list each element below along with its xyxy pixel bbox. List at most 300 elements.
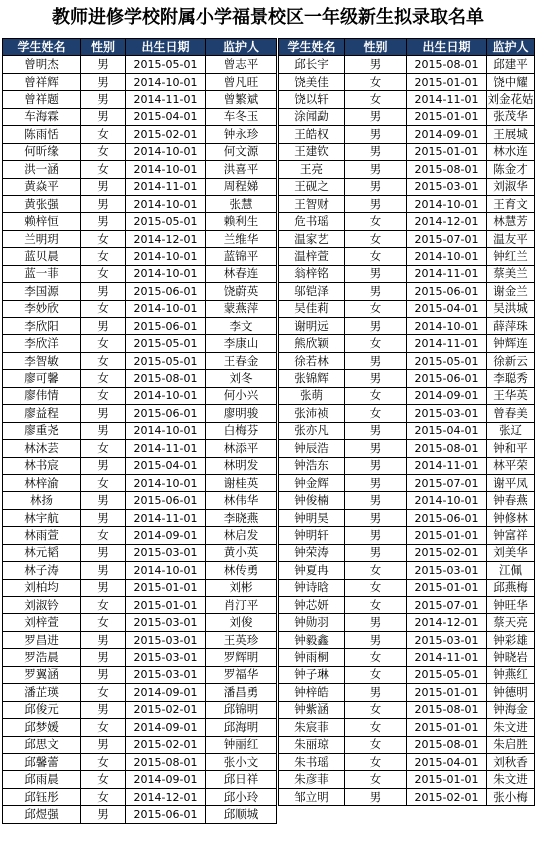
gender-cell: 女 <box>345 771 407 788</box>
gender-cell: 男 <box>345 544 407 561</box>
gender-cell: 男 <box>345 178 407 195</box>
gender-cell: 男 <box>345 474 407 491</box>
guardian-cell: 蒙燕萍 <box>206 300 277 317</box>
table-row <box>3 265 277 282</box>
student-name-cell: 王皓权 <box>279 126 345 143</box>
guardian-cell: 刘彬 <box>206 579 277 596</box>
student-name-cell: 温梓萱 <box>279 248 345 265</box>
birth-date-cell: 2014-11-01 <box>407 335 487 352</box>
table-row <box>279 701 535 718</box>
gender-cell: 男 <box>81 318 126 335</box>
gender-cell: 女 <box>81 597 126 614</box>
gender-cell: 女 <box>81 614 126 631</box>
guardian-cell: 林伟华 <box>206 492 277 509</box>
table-row <box>279 579 535 596</box>
birth-date-cell: 2015-03-01 <box>407 178 487 195</box>
student-name-cell: 钟勋羽 <box>279 614 345 631</box>
guardian-cell: 吴洪城 <box>487 300 535 317</box>
gender-cell: 女 <box>345 701 407 718</box>
birth-date-cell: 2015-06-01 <box>126 318 206 335</box>
student-name-cell: 林书宸 <box>3 457 81 474</box>
table-row <box>279 684 535 701</box>
gender-cell: 女 <box>345 597 407 614</box>
gender-cell: 女 <box>81 387 126 404</box>
guardian-cell: 林水连 <box>487 143 535 160</box>
table-row <box>279 143 535 160</box>
table-row <box>3 422 277 439</box>
guardian-cell: 何小兴 <box>206 387 277 404</box>
student-name-cell: 钟梓皓 <box>279 684 345 701</box>
gender-cell: 男 <box>345 492 407 509</box>
gender-cell: 男 <box>345 684 407 701</box>
birth-date-cell: 2015-01-01 <box>407 73 487 90</box>
table-row <box>3 562 277 579</box>
gender-cell: 男 <box>345 108 407 125</box>
guardian-cell: 赖利生 <box>206 213 277 230</box>
student-name-cell: 罗翼涵 <box>3 666 81 683</box>
guardian-cell: 钟旺华 <box>487 597 535 614</box>
gender-cell: 女 <box>345 387 407 404</box>
birth-date-cell: 2015-01-01 <box>126 579 206 596</box>
table-row <box>279 440 535 457</box>
birth-date-cell: 2015-03-01 <box>407 631 487 648</box>
gender-cell: 女 <box>345 562 407 579</box>
birth-date-cell: 2015-01-01 <box>407 108 487 125</box>
student-name-cell: 廖可馨 <box>3 370 81 387</box>
header-birth-date: 出生日期 <box>126 39 206 56</box>
guardian-cell: 邱小玲 <box>206 788 277 805</box>
guardian-cell: 黄小英 <box>206 544 277 561</box>
student-name-cell: 朱丽琼 <box>279 736 345 753</box>
guardian-cell: 邱海明 <box>206 719 277 736</box>
table-row <box>3 771 277 788</box>
gender-cell: 男 <box>81 91 126 108</box>
table-row <box>3 684 277 701</box>
birth-date-cell: 2015-03-01 <box>407 562 487 579</box>
table-row <box>279 91 535 108</box>
guardian-cell: 谢桂英 <box>206 474 277 491</box>
birth-date-cell: 2015-05-01 <box>126 56 206 73</box>
student-name-cell: 邬铠泽 <box>279 283 345 300</box>
table-row <box>3 788 277 805</box>
table-row <box>279 649 535 666</box>
student-name-cell: 钟芯妍 <box>279 597 345 614</box>
guardian-cell: 林启发 <box>206 527 277 544</box>
table-row <box>279 666 535 683</box>
guardian-cell: 白梅芬 <box>206 422 277 439</box>
birth-date-cell: 2014-11-01 <box>126 440 206 457</box>
birth-date-cell: 2014-11-01 <box>126 509 206 526</box>
birth-date-cell: 2014-11-01 <box>407 265 487 282</box>
table-row <box>3 719 277 736</box>
birth-date-cell: 2015-08-01 <box>407 736 487 753</box>
table-row <box>3 701 277 718</box>
birth-date-cell: 2015-01-01 <box>407 684 487 701</box>
guardian-cell: 刘淑华 <box>487 178 535 195</box>
birth-date-cell: 2014-12-01 <box>407 614 487 631</box>
gender-cell: 女 <box>81 753 126 770</box>
birth-date-cell: 2014-10-01 <box>407 195 487 212</box>
left-roster-table <box>2 38 277 824</box>
birth-date-cell: 2015-05-01 <box>407 352 487 369</box>
left-table-body <box>3 56 277 823</box>
table-row <box>3 806 277 823</box>
student-name-cell: 朱书瑶 <box>279 753 345 770</box>
gender-cell: 女 <box>81 335 126 352</box>
student-name-cell: 钟荣涛 <box>279 544 345 561</box>
gender-cell: 女 <box>345 73 407 90</box>
table-row <box>3 178 277 195</box>
student-name-cell: 邱雨晨 <box>3 771 81 788</box>
guardian-cell: 张辽 <box>487 422 535 439</box>
birth-date-cell: 2015-05-01 <box>126 213 206 230</box>
guardian-cell: 廖明骏 <box>206 405 277 422</box>
student-name-cell: 廖伟情 <box>3 387 81 404</box>
table-row <box>279 265 535 282</box>
guardian-cell: 王英珍 <box>206 631 277 648</box>
student-name-cell: 曾祥辉 <box>3 73 81 90</box>
birth-date-cell: 2015-08-01 <box>126 370 206 387</box>
table-row <box>3 195 277 212</box>
student-name-cell: 王亮 <box>279 161 345 178</box>
gender-cell: 女 <box>345 719 407 736</box>
gender-cell: 男 <box>345 352 407 369</box>
table-row <box>279 318 535 335</box>
gender-cell: 男 <box>81 405 126 422</box>
student-name-cell: 黄张强 <box>3 195 81 212</box>
gender-cell: 女 <box>345 753 407 770</box>
guardian-cell: 李聪秀 <box>487 370 535 387</box>
birth-date-cell: 2014-10-01 <box>126 387 206 404</box>
birth-date-cell: 2015-06-01 <box>407 370 487 387</box>
gender-cell: 男 <box>345 143 407 160</box>
gender-cell: 女 <box>345 248 407 265</box>
student-name-cell: 车海霖 <box>3 108 81 125</box>
guardian-cell: 罗福华 <box>206 666 277 683</box>
gender-cell: 男 <box>345 195 407 212</box>
student-name-cell: 钟明轩 <box>279 527 345 544</box>
student-name-cell: 林扬 <box>3 492 81 509</box>
guardian-cell: 朱文进 <box>487 771 535 788</box>
guardian-cell: 林明发 <box>206 457 277 474</box>
guardian-cell: 张慧 <box>206 195 277 212</box>
table-row <box>3 213 277 230</box>
birth-date-cell: 2015-02-01 <box>126 736 206 753</box>
table-row <box>279 335 535 352</box>
birth-date-cell: 2014-09-01 <box>126 771 206 788</box>
student-name-cell: 何昕缘 <box>3 143 81 160</box>
gender-cell: 男 <box>345 614 407 631</box>
gender-cell: 男 <box>81 56 126 73</box>
table-row <box>279 248 535 265</box>
table-row <box>3 230 277 247</box>
gender-cell: 女 <box>81 474 126 491</box>
table-row <box>3 544 277 561</box>
birth-date-cell: 2015-07-01 <box>407 474 487 491</box>
gender-cell: 男 <box>81 422 126 439</box>
birth-date-cell: 2014-11-01 <box>126 91 206 108</box>
gender-cell: 男 <box>81 509 126 526</box>
guardian-cell: 钟辉连 <box>487 335 535 352</box>
gender-cell: 男 <box>81 457 126 474</box>
birth-date-cell: 2014-10-01 <box>126 195 206 212</box>
birth-date-cell: 2015-02-01 <box>407 544 487 561</box>
gender-cell: 男 <box>345 161 407 178</box>
gender-cell: 男 <box>81 562 126 579</box>
gender-cell: 男 <box>345 370 407 387</box>
student-name-cell: 兰明玥 <box>3 230 81 247</box>
birth-date-cell: 2015-06-01 <box>126 806 206 823</box>
guardian-cell: 钟燕红 <box>487 666 535 683</box>
guardian-cell: 邱日祥 <box>206 771 277 788</box>
table-row <box>3 753 277 770</box>
birth-date-cell: 2015-08-01 <box>126 753 206 770</box>
student-name-cell: 钟浩东 <box>279 457 345 474</box>
student-name-cell: 王建钦 <box>279 143 345 160</box>
table-row <box>3 248 277 265</box>
header-student-name: 学生姓名 <box>279 39 345 56</box>
birth-date-cell: 2015-01-01 <box>407 771 487 788</box>
gender-cell: 男 <box>345 457 407 474</box>
guardian-cell: 陈金才 <box>487 161 535 178</box>
table-row <box>3 300 277 317</box>
gender-cell: 男 <box>81 195 126 212</box>
guardian-cell: 张茂华 <box>487 108 535 125</box>
gender-cell: 男 <box>81 283 126 300</box>
table-row <box>3 352 277 369</box>
gender-cell: 女 <box>81 684 126 701</box>
student-name-cell: 钟金辉 <box>279 474 345 491</box>
guardian-cell: 饶中耀 <box>487 73 535 90</box>
birth-date-cell: 2014-09-01 <box>126 719 206 736</box>
birth-date-cell: 2014-10-01 <box>126 248 206 265</box>
guardian-cell: 周程娣 <box>206 178 277 195</box>
guardian-cell: 江佩 <box>487 562 535 579</box>
gender-cell: 女 <box>81 300 126 317</box>
gender-cell: 男 <box>81 492 126 509</box>
table-row <box>279 405 535 422</box>
student-name-cell: 熊欣颖 <box>279 335 345 352</box>
guardian-cell: 钟富祥 <box>487 527 535 544</box>
gender-cell: 男 <box>345 56 407 73</box>
student-name-cell: 蓝贝晨 <box>3 248 81 265</box>
table-row <box>279 230 535 247</box>
header-guardian: 监护人 <box>206 39 277 56</box>
student-name-cell: 洪一涵 <box>3 161 81 178</box>
table-row <box>3 335 277 352</box>
guardian-cell: 曾春美 <box>487 405 535 422</box>
table-row <box>3 143 277 160</box>
table-row <box>3 126 277 143</box>
student-name-cell: 邱俊元 <box>3 701 81 718</box>
birth-date-cell: 2015-07-01 <box>407 597 487 614</box>
birth-date-cell: 2015-03-01 <box>126 666 206 683</box>
student-name-cell: 林雨萱 <box>3 527 81 544</box>
gender-cell: 女 <box>345 335 407 352</box>
table-row <box>3 440 277 457</box>
student-name-cell: 李欣阳 <box>3 318 81 335</box>
student-name-cell: 陈雨恬 <box>3 126 81 143</box>
guardian-cell: 钟春燕 <box>487 492 535 509</box>
student-name-cell: 钟明昊 <box>279 509 345 526</box>
guardian-cell: 洪喜平 <box>206 161 277 178</box>
student-name-cell: 钟紫涵 <box>279 701 345 718</box>
student-name-cell: 涂闻勐 <box>279 108 345 125</box>
birth-date-cell: 2014-11-01 <box>126 178 206 195</box>
table-row <box>279 457 535 474</box>
table-row <box>279 509 535 526</box>
guardian-cell: 车冬玉 <box>206 108 277 125</box>
guardian-cell: 钟晓岩 <box>487 649 535 666</box>
table-row <box>279 126 535 143</box>
guardian-cell: 谢金兰 <box>487 283 535 300</box>
gender-cell: 男 <box>81 108 126 125</box>
birth-date-cell: 2015-03-01 <box>126 614 206 631</box>
table-row <box>279 161 535 178</box>
student-name-cell: 廖重尧 <box>3 422 81 439</box>
birth-date-cell: 2014-12-01 <box>126 230 206 247</box>
student-name-cell: 林宇航 <box>3 509 81 526</box>
student-name-cell: 廖益程 <box>3 405 81 422</box>
birth-date-cell: 2015-02-01 <box>126 126 206 143</box>
table-row <box>279 614 535 631</box>
gender-cell: 男 <box>81 213 126 230</box>
table-row <box>279 544 535 561</box>
gender-cell: 男 <box>345 509 407 526</box>
student-name-cell: 翁梓铭 <box>279 265 345 282</box>
birth-date-cell: 2014-10-01 <box>407 248 487 265</box>
table-row <box>279 631 535 648</box>
student-name-cell: 罗浩晨 <box>3 649 81 666</box>
student-name-cell: 邱长宇 <box>279 56 345 73</box>
header-birth-date: 出生日期 <box>407 39 487 56</box>
student-name-cell: 张锦辉 <box>279 370 345 387</box>
table-row <box>279 283 535 300</box>
student-name-cell: 赖梓恒 <box>3 213 81 230</box>
table-row <box>279 562 535 579</box>
student-name-cell: 曾明杰 <box>3 56 81 73</box>
birth-date-cell: 2015-04-01 <box>407 422 487 439</box>
guardian-cell: 钟丽红 <box>206 736 277 753</box>
guardian-cell: 邱锦明 <box>206 701 277 718</box>
guardian-cell: 朱启胜 <box>487 736 535 753</box>
birth-date-cell: 2015-03-01 <box>126 649 206 666</box>
guardian-cell: 罗辉明 <box>206 649 277 666</box>
student-name-cell: 钟子琳 <box>279 666 345 683</box>
birth-date-cell: 2015-08-01 <box>407 56 487 73</box>
birth-date-cell: 2014-09-01 <box>407 126 487 143</box>
birth-date-cell: 2015-01-01 <box>126 597 206 614</box>
student-name-cell: 李欣洋 <box>3 335 81 352</box>
gender-cell: 男 <box>81 736 126 753</box>
guardian-cell: 邱燕梅 <box>487 579 535 596</box>
table-row <box>3 73 277 90</box>
table-row <box>3 91 277 108</box>
table-row <box>279 788 535 805</box>
table-row <box>279 352 535 369</box>
guardian-cell: 张小文 <box>206 753 277 770</box>
gender-cell: 男 <box>345 283 407 300</box>
guardian-cell: 曾志平 <box>206 56 277 73</box>
guardian-cell: 钟红兰 <box>487 248 535 265</box>
header-gender: 性别 <box>81 39 126 56</box>
gender-cell: 男 <box>81 73 126 90</box>
birth-date-cell: 2015-04-01 <box>126 457 206 474</box>
table-row <box>3 474 277 491</box>
gender-cell: 女 <box>81 527 126 544</box>
gender-cell: 女 <box>81 719 126 736</box>
student-name-cell: 饶美佳 <box>279 73 345 90</box>
student-name-cell: 王智财 <box>279 195 345 212</box>
gender-cell: 女 <box>345 91 407 108</box>
table-row <box>3 387 277 404</box>
student-name-cell: 钟诗晗 <box>279 579 345 596</box>
student-name-cell: 邱钰彤 <box>3 788 81 805</box>
gender-cell: 女 <box>81 771 126 788</box>
gender-cell: 女 <box>81 126 126 143</box>
student-name-cell: 邹立明 <box>279 788 345 805</box>
birth-date-cell: 2015-01-01 <box>407 143 487 160</box>
gender-cell: 男 <box>81 806 126 823</box>
guardian-cell: 曾繁斌 <box>206 91 277 108</box>
birth-date-cell: 2015-08-01 <box>407 701 487 718</box>
student-name-cell: 邱煜强 <box>3 806 81 823</box>
gender-cell: 男 <box>345 440 407 457</box>
guardian-cell: 饶蔚英 <box>206 283 277 300</box>
table-row <box>3 631 277 648</box>
student-name-cell: 刘柏均 <box>3 579 81 596</box>
table-row <box>279 719 535 736</box>
gender-cell: 男 <box>81 631 126 648</box>
birth-date-cell: 2015-01-01 <box>407 527 487 544</box>
table-row <box>279 387 535 404</box>
guardian-cell: 兰维华 <box>206 230 277 247</box>
header-row <box>279 39 535 56</box>
table-row <box>279 753 535 770</box>
birth-date-cell: 2014-10-01 <box>126 143 206 160</box>
gender-cell: 女 <box>81 161 126 178</box>
table-row <box>3 527 277 544</box>
gender-cell: 女 <box>81 143 126 160</box>
student-name-cell: 张萌 <box>279 387 345 404</box>
guardian-cell: 谢平凤 <box>487 474 535 491</box>
guardian-cell: 刘俊 <box>206 614 277 631</box>
birth-date-cell: 2014-11-01 <box>407 457 487 474</box>
birth-date-cell: 2014-10-01 <box>126 562 206 579</box>
student-name-cell: 朱彦菲 <box>279 771 345 788</box>
table-row <box>279 422 535 439</box>
guardian-cell: 李晓燕 <box>206 509 277 526</box>
gender-cell: 女 <box>345 230 407 247</box>
gender-cell: 男 <box>81 649 126 666</box>
gender-cell: 男 <box>81 701 126 718</box>
birth-date-cell: 2014-09-01 <box>126 684 206 701</box>
guardian-cell: 林传勇 <box>206 562 277 579</box>
table-row <box>3 509 277 526</box>
birth-date-cell: 2014-10-01 <box>126 300 206 317</box>
student-name-cell: 罗昌进 <box>3 631 81 648</box>
student-name-cell: 蓝一菲 <box>3 265 81 282</box>
student-name-cell: 钟雨桐 <box>279 649 345 666</box>
student-name-cell: 朱宸菲 <box>279 719 345 736</box>
student-name-cell: 徐若林 <box>279 352 345 369</box>
birth-date-cell: 2015-02-01 <box>126 701 206 718</box>
gender-cell: 女 <box>345 405 407 422</box>
guardian-cell: 温友平 <box>487 230 535 247</box>
birth-date-cell: 2014-10-01 <box>407 318 487 335</box>
header-row <box>3 39 277 56</box>
gender-cell: 女 <box>345 649 407 666</box>
